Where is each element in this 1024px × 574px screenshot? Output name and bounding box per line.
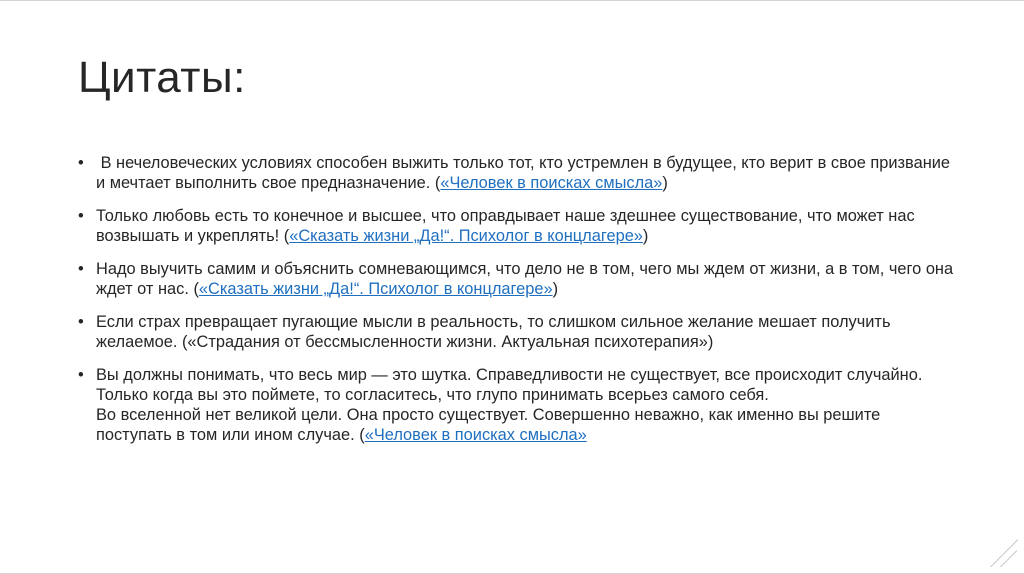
quote-item (78, 365, 958, 445)
quote-text: Если страх превращает пугающие мысли в реальность, то слишком сильное желание мешает получить желаемое. («Страдания от бессмысленности жизни. Актуальная психотерапия») (96, 313, 896, 351)
quote-text: Надо выучить самим и объяснить сомневающимся, что дело не в том, чего мы ждем от жизни, а в том, чего она ждет от нас. (96, 260, 958, 298)
slide-title: Цитаты: (78, 53, 246, 102)
corner-decoration (990, 539, 1018, 567)
quote-item (78, 206, 958, 246)
close-paren: ) (642, 227, 649, 245)
close-paren: ) (662, 174, 668, 192)
open-paren: ( (283, 227, 290, 245)
quote-item (78, 259, 958, 299)
source-link[interactable]: «Сказать жизни „Да!“. Психолог в концлагере» (198, 280, 553, 298)
quote-text: Только любовь есть то конечное и высшее, что оправдывает наше здешнее существование, что может нас возвышать и укреплять! (96, 207, 920, 245)
open-paren: ( (193, 280, 199, 298)
quote-text: В нечеловеческих условиях способен выжить только тот, кто устремлен в будущее, кто верит в свое призвание и мечтает выполнить свое предназначение. (96, 154, 955, 192)
quote-item (78, 312, 958, 352)
open-paren: ( (359, 426, 365, 444)
quote-item (78, 153, 958, 193)
open-paren: ( (434, 174, 441, 192)
close-paren: ) (552, 280, 559, 298)
quote-text-continued: Во вселенной нет великой цели. Она просто существует. Совершенно неважно, как именно вы решите поступать в том или ином случае. (96, 406, 885, 444)
quote-text: Вы должны понимать, что весь мир — это шутка. Справедливости не существует, все происходит случайно. Только когда вы это поймете, то согласитесь, что глупо принимать всерьез самого себя. (96, 366, 927, 404)
source-link[interactable]: «Человек в поисках смысла» (364, 426, 587, 444)
source-link[interactable]: «Сказать жизни „Да!“. Психолог в концлагере» (289, 227, 643, 245)
quote-list (78, 153, 958, 458)
source-link[interactable]: «Человек в поисках смысла» (440, 174, 663, 192)
